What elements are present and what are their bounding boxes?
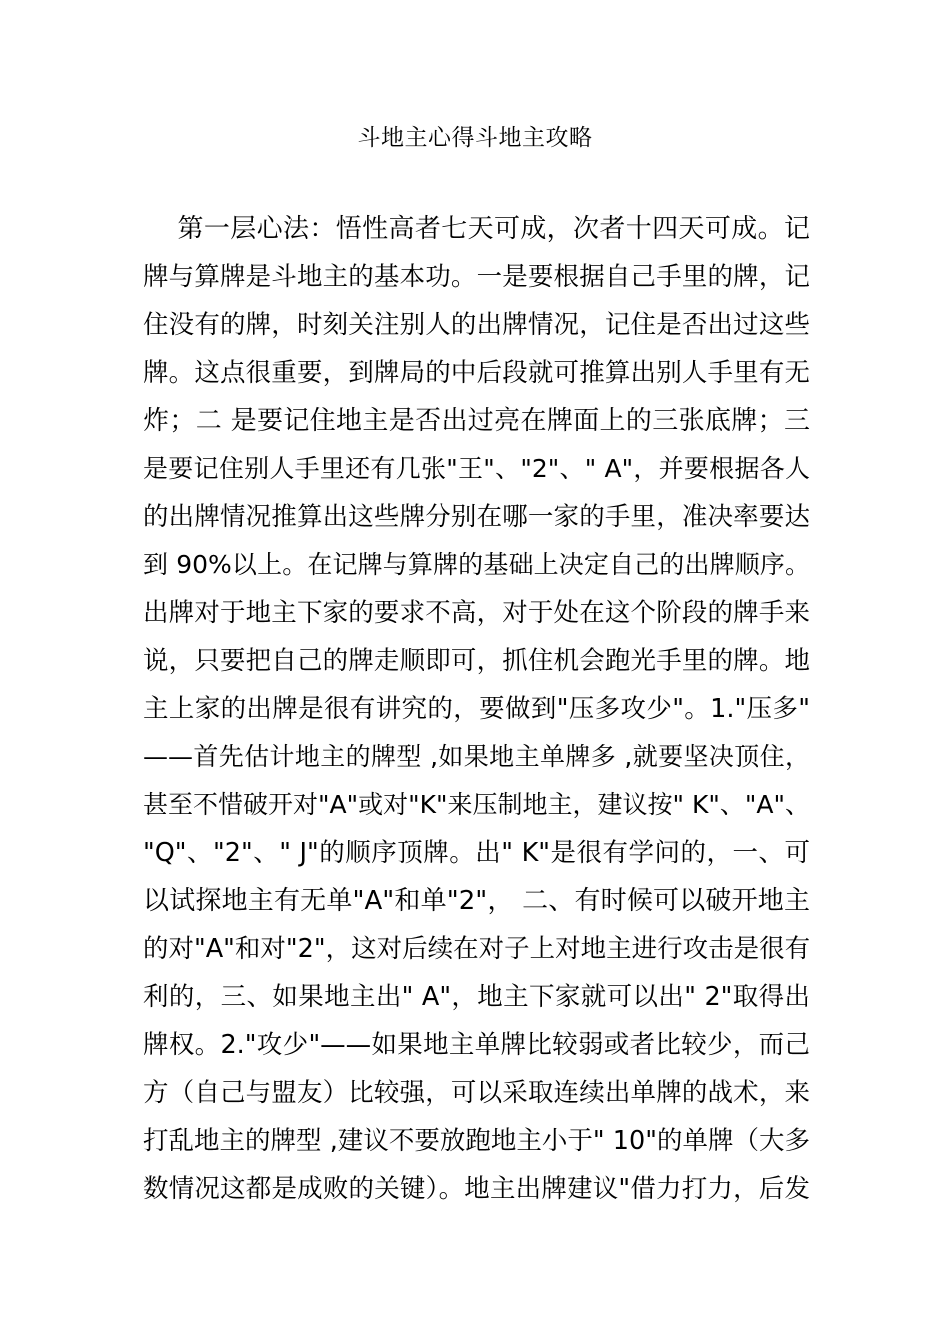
text-line: 牌。这点很重要，到牌局的中后段就可推算出别人手里有无 [143,358,810,388]
text-line: 的出牌情况推算出这些牌分别在哪一家的手里，准决率要达 [143,502,810,532]
text-line: "Q"、"2"、" J"的顺序顶牌。出" K"是很有学问的，一、可 [143,838,810,868]
text-line: 主上家的出牌是很有讲究的，要做到"压多攻少"。1."压多" [143,694,810,724]
text-line: 以试探地主有无单"A"和单"2"， 二、有时候可以破开地主 [143,886,810,916]
text-line: 甚至不惜破开对"A"或对"K"来压制地主，建议按" K"、"A"、 [143,790,810,819]
text-line: 出牌对于地主下家的要求不高，对于处在这个阶段的牌手来 [143,598,810,628]
text-line: 利的，三、如果地主出" A"，地主下家就可以出" 2"取得出 [143,982,810,1012]
text-line: 第一层心法：悟性高者七天可成，次者十四天可成。记 [143,214,810,244]
text-line: 住没有的牌，时刻关注别人的出牌情况，记住是否出过这些 [143,310,810,340]
document-body [143,205,810,1213]
text-line: 说，只要把自己的牌走顺即可，抓住机会跑光手里的牌。地 [143,646,810,676]
text-line: 是要记住别人手里还有几张"王"、"2"、" A"，并要根据各人 [143,454,810,483]
text-line: ——首先估计地主的牌型 ,如果地主单牌多 ,就要坚决顶住， [143,742,810,771]
text-line: 到 90%以上。在记牌与算牌的基础上决定自己的出牌顺序。 [143,550,810,579]
document-title: 斗地主心得斗地主攻略 [357,125,593,151]
text-line: 的对"A"和对"2"，这对后续在对子上对地主进行攻击是很有 [143,934,811,964]
text-line: 牌与算牌是斗地主的基本功。一是要根据自己手里的牌，记 [143,262,810,292]
text-line: 数情况这都是成败的关键）。地主出牌建议"借力打力，后发 [143,1174,810,1204]
text-line: 牌权。2."攻少"——如果地主单牌比较弱或者比较少，而己 [143,1030,810,1060]
text-line: 打乱地主的牌型 ,建议不要放跑地主小于" 10"的单牌（大多 [143,1126,810,1156]
text-line: 炸；二 是要记住地主是否出过亮在牌面上的三张底牌；三 [143,406,810,436]
text-line: 方（自己与盟友）比较强，可以采取连续出单牌的战术，来 [143,1078,810,1108]
